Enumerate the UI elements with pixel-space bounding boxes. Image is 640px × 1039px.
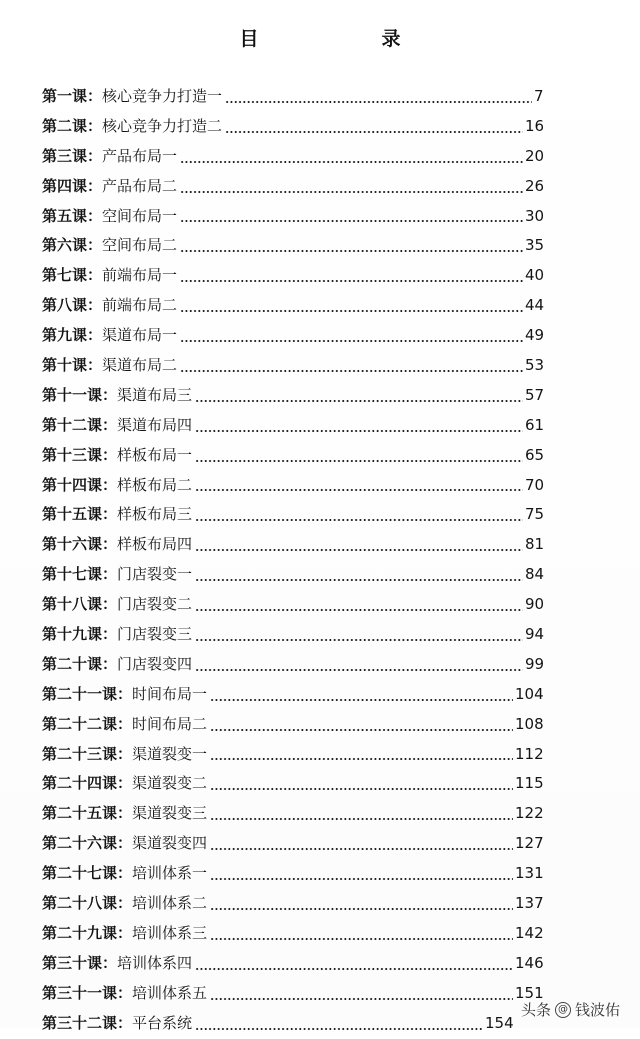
toc-entry-title: 渠道布局三: [117, 385, 193, 404]
toc-entry-title: 培训体系一: [132, 864, 208, 883]
toc-entry-page: 44: [525, 296, 545, 315]
toc-entry-number: 第十三课：: [42, 445, 118, 464]
toc-entry: [42, 321, 562, 351]
toc-dot-leader: [195, 519, 523, 521]
toc-entry-page: 137: [515, 894, 544, 913]
toc-entry: [42, 889, 562, 919]
toc-entry-title: 培训体系三: [132, 923, 208, 942]
toc-entry-page: 40: [525, 266, 545, 285]
toc-dot-leader: [195, 968, 513, 970]
toc-entry-title: 样板布局二: [117, 475, 193, 494]
table-of-contents: [42, 82, 562, 1039]
toc-entry-page: 65: [525, 445, 545, 464]
toc-entry-page: 26: [525, 176, 545, 195]
toc-entry: [42, 231, 562, 261]
toc-dot-leader: [210, 998, 513, 1000]
toc-entry-number: 第七课：: [42, 266, 103, 285]
toc-entry: [42, 829, 562, 859]
toc-dot-leader: [195, 609, 523, 611]
toc-entry-page: 57: [525, 385, 545, 404]
toc-dot-leader: [195, 549, 523, 551]
page-title: 目 录: [239, 28, 453, 50]
toc-dot-leader: [210, 729, 513, 731]
toc-dot-leader: [210, 758, 513, 760]
toc-entry-title: 时间布局一: [132, 684, 208, 703]
toc-entry-page: 94: [525, 625, 545, 644]
toc-entry-number: 第十九课：: [42, 625, 118, 644]
toc-entry: [42, 530, 562, 560]
toc-entry-number: 第一课：: [42, 87, 103, 105]
toc-entry-page: 104: [515, 684, 544, 703]
toc-entry-page: 151: [515, 983, 544, 1002]
at-icon: @: [555, 1002, 571, 1018]
toc-entry: [42, 799, 562, 829]
toc-entry: [42, 441, 562, 471]
watermark-prefix: 头条: [520, 1001, 551, 1019]
toc-entry-page: 35: [525, 236, 545, 255]
toc-entry-title: 样板布局三: [117, 505, 193, 524]
toc-entry-title: 核心竞争力打造二: [102, 116, 223, 135]
watermark-author: 钱波佑: [574, 1001, 620, 1019]
toc-entry-page: 154: [485, 1013, 514, 1032]
toc-entry-page: 122: [515, 804, 544, 823]
toc-entry-title: 平台系统: [132, 1013, 193, 1032]
toc-entry-page: 99: [525, 654, 545, 673]
toc-entry-number: 第二课：: [42, 116, 103, 135]
toc-entry: [42, 740, 562, 770]
toc-dot-leader: [195, 400, 523, 402]
toc-entry-number: 第三课：: [42, 146, 103, 165]
toc-entry-number: 第三十二课：: [42, 1013, 133, 1032]
toc-entry-title: 门店裂变二: [117, 595, 193, 614]
toc-entry-number: 第十七课：: [42, 565, 118, 584]
toc-dot-leader: [180, 220, 523, 222]
toc-entry-number: 第三十课：: [42, 953, 118, 972]
toc-entry: [42, 411, 562, 441]
toc-entry: [42, 500, 562, 530]
toc-entry-number: 第九课：: [42, 326, 103, 345]
toc-entry-page: 84: [525, 565, 545, 584]
toc-entry-title: 渠道布局四: [117, 415, 193, 434]
toc-entry: [42, 142, 562, 172]
toc-entry: [42, 112, 562, 142]
toc-entry-page: 142: [515, 923, 544, 942]
toc-entry: [42, 979, 562, 1009]
toc-dot-leader: [210, 938, 513, 940]
toc-dot-leader: [180, 250, 523, 252]
toc-entry: [42, 1009, 562, 1039]
toc-entry-number: 第二十七课：: [42, 864, 133, 883]
toc-entry-title: 培训体系四: [117, 953, 193, 972]
toc-entry-title: 产品布局一: [102, 146, 178, 165]
toc-dot-leader: [210, 848, 513, 850]
toc-entry-title: 时间布局二: [132, 714, 208, 733]
toc-entry: [42, 560, 562, 590]
toc-entry-title: 渠道裂变二: [132, 774, 208, 793]
toc-dot-leader: [180, 191, 523, 193]
toc-entry-number: 第十八课：: [42, 595, 118, 614]
toc-entry-title: 样板布局四: [117, 535, 193, 554]
toc-entry-number: 第二十一课：: [42, 684, 133, 703]
toc-entry: [42, 261, 562, 291]
toc-entry-page: 90: [525, 595, 545, 614]
toc-entry-number: 第十六课：: [42, 535, 118, 554]
toc-entry-number: 第十二课：: [42, 415, 118, 434]
toc-entry-page: 20: [525, 146, 545, 165]
toc-entry-page: 127: [515, 834, 544, 853]
toc-dot-leader: [180, 280, 523, 282]
toc-entry: [42, 590, 562, 620]
toc-entry-number: 第十课：: [42, 356, 103, 375]
toc-dot-leader: [180, 370, 523, 372]
toc-entry-number: 第十五课：: [42, 505, 118, 524]
toc-dot-leader: [195, 639, 523, 641]
toc-dot-leader: [195, 579, 523, 581]
toc-dot-leader: [225, 101, 532, 103]
toc-entry-page: 16: [525, 116, 545, 135]
toc-entry-page: 131: [515, 864, 544, 883]
toc-entry-number: 第二十六课：: [42, 834, 133, 853]
toc-dot-leader: [195, 430, 523, 432]
toc-entry-page: 146: [515, 953, 544, 972]
watermark: [521, 999, 620, 1020]
toc-entry-number: 第三十一课：: [42, 983, 133, 1002]
toc-entry: [42, 769, 562, 799]
toc-entry-page: 7: [534, 87, 544, 105]
toc-entry-number: 第八课：: [42, 296, 103, 315]
toc-dot-leader: [195, 489, 523, 491]
toc-entry: [42, 351, 562, 381]
toc-entry-number: 第二十课：: [42, 654, 118, 673]
toc-entry-title: 门店裂变一: [117, 565, 193, 584]
toc-dot-leader: [210, 908, 513, 910]
toc-entry-title: 渠道裂变三: [132, 804, 208, 823]
toc-entry-title: 前端布局一: [102, 266, 178, 285]
toc-entry-title: 培训体系二: [132, 894, 208, 913]
toc-entry-title: 核心竞争力打造一: [102, 87, 223, 105]
toc-entry-title: 渠道布局一: [102, 326, 178, 345]
toc-entry-title: 门店裂变三: [117, 625, 193, 644]
toc-dot-leader: [210, 878, 513, 880]
toc-entry-number: 第二十八课：: [42, 894, 133, 913]
toc-entry: [42, 680, 562, 710]
toc-entry: [42, 859, 562, 889]
toc-entry-number: 第二十五课：: [42, 804, 133, 823]
toc-entry: [42, 919, 562, 949]
toc-entry-title: 渠道布局二: [102, 356, 178, 375]
toc-entry-title: 空间布局二: [102, 236, 178, 255]
toc-entry-title: 门店裂变四: [117, 654, 193, 673]
toc-dot-leader: [210, 788, 513, 790]
toc-entry-number: 第十四课：: [42, 475, 118, 494]
toc-entry: [42, 202, 562, 232]
toc-entry-page: 81: [525, 535, 545, 554]
toc-entry-number: 第二十九课：: [42, 923, 133, 942]
toc-entry-page: 53: [525, 356, 545, 375]
toc-dot-leader: [195, 460, 523, 462]
toc-entry-title: 样板布局一: [117, 445, 193, 464]
toc-entry-title: 产品布局二: [102, 176, 178, 195]
toc-dot-leader: [180, 340, 523, 342]
toc-entry-title: 前端布局二: [102, 296, 178, 315]
toc-entry: [42, 172, 562, 202]
toc-entry-number: 第二十四课：: [42, 774, 133, 793]
toc-entry-number: 第四课：: [42, 176, 103, 195]
toc-entry: [42, 291, 562, 321]
toc-entry: [42, 650, 562, 680]
toc-entry-page: 49: [525, 326, 545, 345]
toc-dot-leader: [225, 131, 523, 133]
toc-entry-page: 112: [515, 744, 544, 763]
toc-entry: [42, 381, 562, 411]
toc-entry-page: 61: [525, 415, 545, 434]
toc-dot-leader: [210, 818, 513, 820]
toc-entry: [42, 710, 562, 740]
toc-entry-number: 第五课：: [42, 206, 103, 225]
toc-entry-title: 渠道裂变一: [132, 744, 208, 763]
toc-entry-page: 75: [525, 505, 545, 524]
toc-dot-leader: [180, 310, 523, 312]
toc-entry-title: 空间布局一: [102, 206, 178, 225]
toc-entry-number: 第十一课：: [42, 385, 118, 404]
toc-entry-title: 渠道裂变四: [132, 834, 208, 853]
toc-entry: [42, 471, 562, 501]
toc-entry-page: 115: [515, 774, 544, 793]
toc-entry: [42, 949, 562, 979]
toc-dot-leader: [180, 161, 523, 163]
toc-entry-number: 第二十二课：: [42, 714, 133, 733]
toc-entry-page: 30: [525, 206, 545, 225]
toc-entry-title: 培训体系五: [132, 983, 208, 1002]
toc-entry: [42, 620, 562, 650]
toc-entry-page: 70: [525, 475, 545, 494]
toc-dot-leader: [210, 699, 513, 701]
toc-entry-page: 108: [515, 714, 544, 733]
toc-dot-leader: [195, 669, 523, 671]
toc-entry-number: 第二十三课：: [42, 744, 133, 763]
toc-entry: [42, 82, 562, 112]
toc-entry-number: 第六课：: [42, 236, 103, 255]
